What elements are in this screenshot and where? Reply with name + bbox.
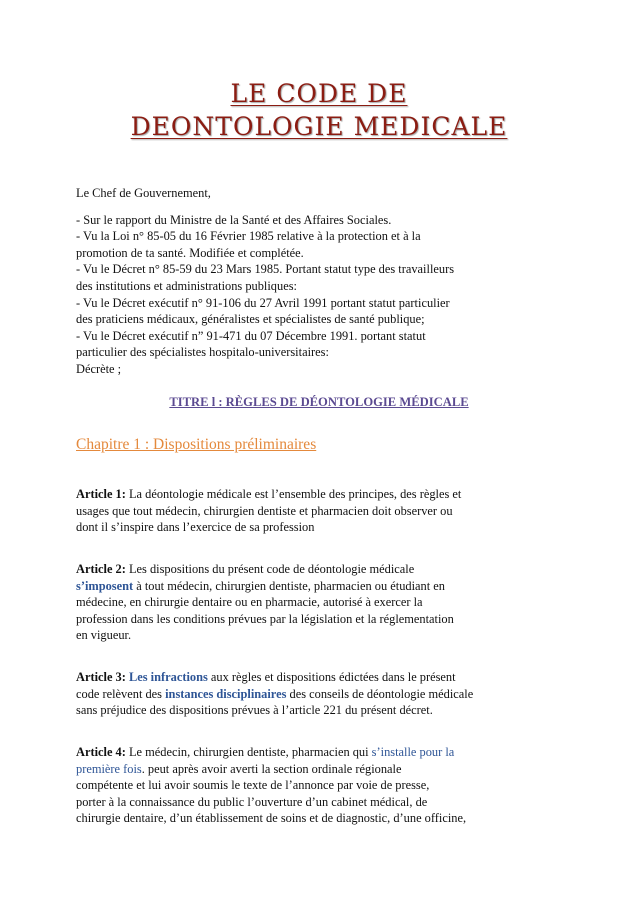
preamble-line: Décrète ; [76, 361, 122, 376]
article-label: Article 3: [76, 670, 126, 684]
preamble-line: - Vu le Décret exécutif n° 91-106 du 27 Avril 1991 portant statut particulier [76, 295, 450, 310]
preamble-opening: Le Chef de Gouvernement, [76, 186, 211, 200]
document-title-line-2: DEONTOLOGIE MEDICALE [130, 112, 508, 141]
highlighted-term: Les infractions [129, 670, 208, 684]
article-label: Article 4: [76, 745, 126, 759]
article-text: Le médecin, chirurgien dentiste, pharmacien qui [125, 745, 372, 759]
preamble-line: - Sur le rapport du Ministre de la Santé et des Affaires Sociales. [76, 212, 392, 227]
article-text: médecine, en chirurgie dentaire ou en pharmacie, autorisé à exercer la [76, 595, 423, 610]
article-text: à tout médecin, chirurgien dentiste, pharmacien ou étudiant en [133, 578, 445, 593]
preamble-line: promotion de ta santé. Modifiée et complétée. [76, 245, 304, 260]
document-title-line-1: LE CODE DE [230, 79, 408, 108]
article-text: . peut après avoir averti la section ordinale régionale [141, 761, 402, 776]
preamble-line: - Vu le Décret n° 85-59 du 23 Mars 1985. Portant statut type des travailleurs [76, 262, 455, 277]
article-text: La déontologie médicale est l’ensemble des principes, des règles et [125, 487, 462, 501]
highlighted-term: instances disciplinaires [165, 686, 287, 701]
preamble-line: des praticiens médicaux, généralistes et spécialistes de santé publique; [76, 312, 425, 327]
article-text: en vigueur. [76, 628, 132, 643]
article-text: des conseils de déontologie médicale [286, 686, 474, 701]
article-text: aux règles et dispositions édictées dans le présent [207, 670, 456, 684]
article-text: usages que tout médecin, chirurgien dentiste et pharmacien doit observer ou [76, 503, 453, 518]
article-text: porter à la connaissance du public l’ouverture d’un cabinet médical, de [76, 794, 428, 809]
article-text: code relèvent des [76, 686, 166, 701]
article-label: Article 1: [76, 487, 126, 501]
article-text: compétente et lui avoir soumis le texte de l’annonce par voie de presse, [76, 778, 430, 793]
preamble-line: - Vu la Loi n° 85-05 du 16 Février 1985 relative à la protection et à la [76, 229, 421, 244]
chapter-heading: Chapitre 1 : Dispositions préliminaires [76, 436, 317, 453]
preamble-line: des institutions et administrations publiques: [76, 278, 297, 293]
preamble-line: particulier des spécialistes hospitalo-universitaires: [76, 345, 329, 360]
highlighted-term: s’imposent [76, 578, 134, 593]
article-3 [76, 669, 576, 719]
highlighted-term: s’installe pour la [371, 745, 455, 759]
article-text: chirurgie dentaire, d’un établissement de soins et de diagnostic, d’une officine, [76, 811, 467, 826]
preamble [76, 185, 576, 378]
article-text: Les dispositions du présent code de déontologie médicale [125, 562, 415, 576]
article-text: dont il s’inspire dans l’exercice de sa profession [76, 520, 315, 535]
article-text: sans préjudice des dispositions prévues à l’article 221 du présent décret. [76, 703, 433, 718]
highlighted-term: première fois [76, 761, 142, 776]
article-label: Article 2: [76, 562, 126, 576]
preamble-line: - Vu le Décret exécutif n” 91-471 du 07 Décembre 1991. portant statut [76, 328, 426, 343]
article-2 [76, 561, 576, 644]
article-text: profession dans les conditions prévues par la législation et la réglementation [76, 611, 454, 626]
titre-heading: TITRE l : RÈGLES DE DÉONTOLOGIE MÉDICALE [169, 395, 469, 409]
article-1 [76, 486, 576, 536]
article-4 [76, 744, 576, 827]
